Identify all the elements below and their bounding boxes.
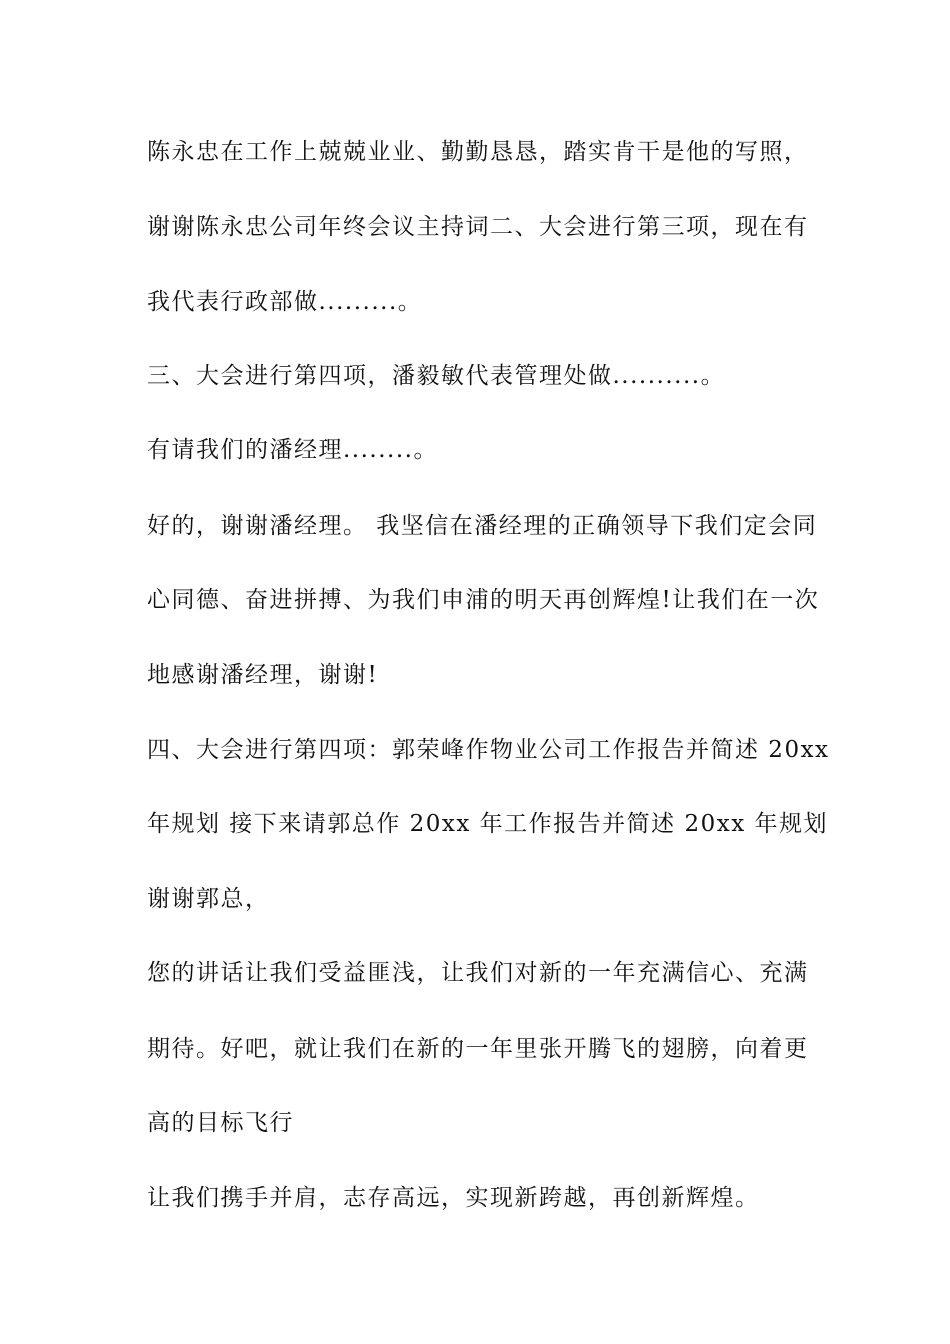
text-line: 地感谢潘经理，谢谢! [147,662,379,688]
text-line: 心同德、奋进拼搏、为我们申浦的明天再创辉煌!让我们在一次 [147,587,820,613]
text-line: 谢谢陈永忠公司年终会议主持词二、大会进行第三项，现在有 [147,214,809,240]
text-line: 陈永忠在工作上兢兢业业、勤勤恳恳，踏实肯干是他的写照， [147,139,809,165]
text-line: 谢谢郭总， [147,886,270,912]
text-line: 四、大会进行第四项：郭荣峰作物业公司工作报告并简述 20xx [147,737,830,763]
text-line: 三、大会进行第四项，潘毅敏代表管理处做..........。 [147,363,726,389]
text-line: 您的讲话让我们受益匪浅，让我们对新的一年充满信心、充满 [147,960,809,986]
text-line: 高的目标飞行 [147,1110,294,1136]
text-line: 好的，谢谢潘经理。 我坚信在潘经理的正确领导下我们定会同 [147,513,818,539]
text-line: 年规划 接下来请郭总作 20xx 年工作报告并简述 20xx 年规划 [147,811,828,837]
text-line: 期待。好吧，就让我们在新的一年里张开腾飞的翅膀，向着更 [147,1036,809,1062]
text-line: 有请我们的潘经理........。 [147,437,438,463]
text-line: 让我们携手并肩，志存高远，实现新跨越，再创新辉煌。 [147,1185,760,1211]
text-line: 我代表行政部做.........。 [147,289,423,315]
